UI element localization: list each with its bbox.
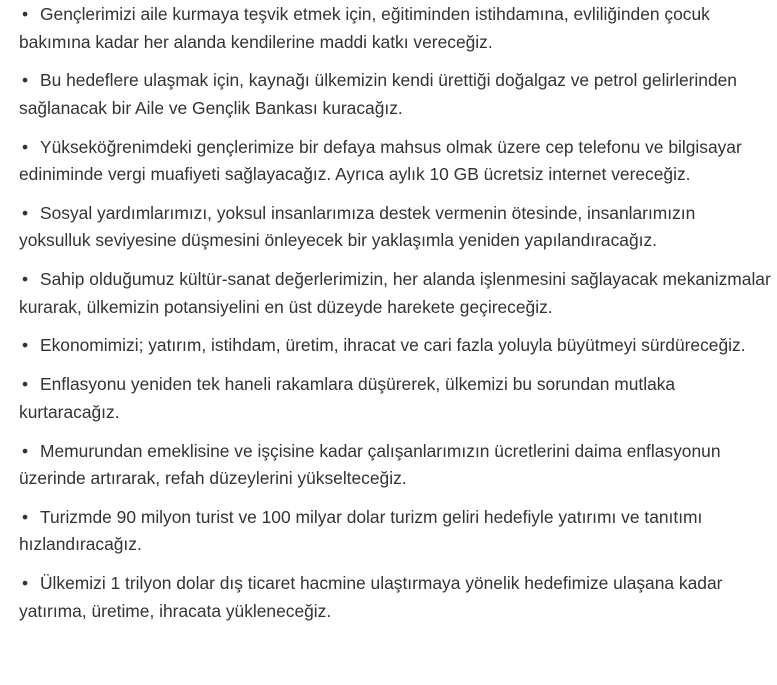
list-item <box>19 570 771 625</box>
list-item-text: Sahip olduğumuz kültür-sanat değerlerimizin, her alanda işlenmesini sağlayacak mekanizmalar kurarak, ülkemizin potansiyelini en üst düzeyde harekete geçireceğiz. <box>19 269 771 317</box>
promise-list <box>19 0 771 625</box>
list-item-text: Memurundan emeklisine ve işçisine kadar çalışanlarımızın ücretlerini daima enflasyonun üzerinde artırarak, refah düzeylerini yükselteceğiz. <box>19 440 721 489</box>
list-item-text: Enflasyonu yeniden tek haneli rakamlara düşürerek, ülkemizi bu sorundan mutlaka kurtaracağız. <box>19 374 676 422</box>
bullet-icon: • <box>22 136 29 157</box>
bullet-icon: • <box>22 70 29 91</box>
list-item <box>19 67 771 122</box>
bullet-icon: • <box>22 335 29 356</box>
bullet-icon: • <box>22 269 29 290</box>
list-item <box>19 134 771 189</box>
bullet-icon: • <box>22 506 29 527</box>
list-item <box>19 1 771 56</box>
bullet-icon: • <box>22 202 29 223</box>
list-item <box>19 371 771 426</box>
list-item-text: Gençlerimizi aile kurmaya teşvik etmek için, eğitiminden istihdamına, evliliğinden çocuk bakımına kadar her alanda kendilerine maddi katkı vereceğiz. <box>19 4 710 52</box>
bullet-icon: • <box>22 440 29 461</box>
list-item-text: Turizmde 90 milyon turist ve 100 milyar dolar turizm geliri hedefiyle yatırımı ve tanıtımı hızlandıracağız. <box>19 506 703 555</box>
list-item <box>19 200 771 255</box>
list-item-text: Yükseköğrenimdeki gençlerimize bir defaya mahsus olmak üzere cep telefonu ve bilgisayar ediniminde vergi muafiyeti sağlayacağız. Ayrıca aylık 10 GB ücretsiz internet vereceğiz. <box>19 136 742 185</box>
bullet-icon: • <box>22 573 29 594</box>
bullet-icon: • <box>22 374 29 395</box>
list-item <box>19 438 771 493</box>
list-item-text: Ülkemizi 1 trilyon dolar dış ticaret hacmine ulaştırmaya yönelik hedefimize ulaşana kadar yatırıma, üretime, ihracata yükleneceğiz. <box>19 573 723 621</box>
list-item-text: Ekonomimizi; yatırım, istihdam, üretim, ihracat ve cari fazla yoluyla büyütmeyi sürdüreceğiz. <box>40 335 746 356</box>
list-item <box>19 332 771 360</box>
list-item-text: Bu hedeflere ulaşmak için, kaynağı ülkemizin kendi ürettiği doğalgaz ve petrol gelirlerinden sağlanacak bir Aile ve Gençlik Bankası kuracağız. <box>19 70 737 118</box>
list-item-text: Sosyal yardımlarımızı, yoksul insanlarımıza destek vermenin ötesinde, insanlarımızın yoksulluk seviyesine düşmesini önleyecek bir yaklaşımla yeniden yapılandıracağız. <box>19 202 696 251</box>
list-item <box>19 266 771 321</box>
list-item <box>19 504 771 559</box>
bullet-icon: • <box>22 4 29 24</box>
